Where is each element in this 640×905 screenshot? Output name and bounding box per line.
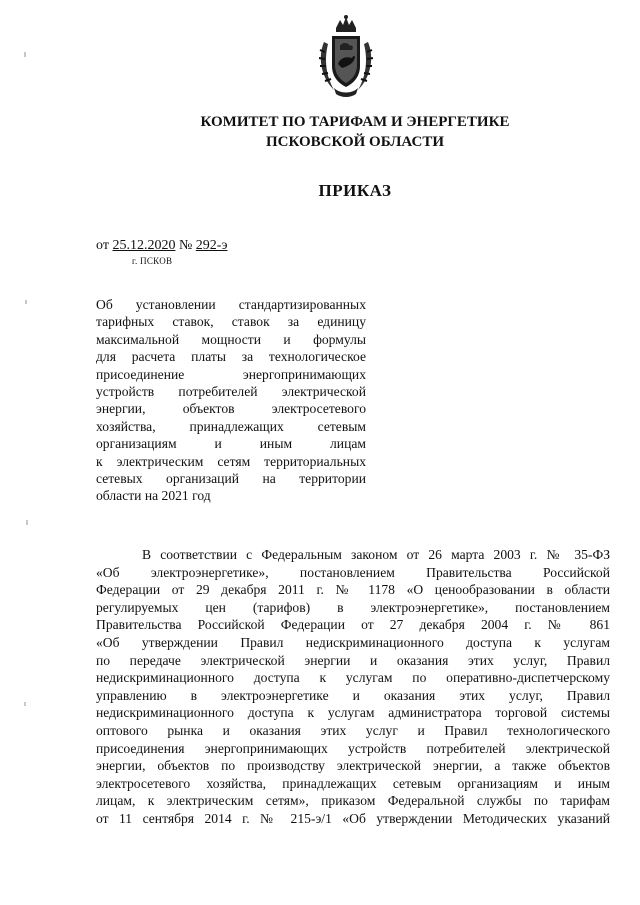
body-line: Федерации от 29 декабря 2011 г. № 1178 «О ценообразовании в области: [96, 582, 610, 598]
body-line: регулируемых цен (тарифов) в электроэнергетике», постановлением: [96, 599, 610, 615]
document-number: 292-э: [195, 238, 228, 253]
body-line: электросетевого хозяйства, принадлежащих сетевым организациям и иным: [96, 775, 610, 791]
body-line: недискриминационного доступа к услугам по оперативно-диспетчерскому: [96, 670, 610, 686]
preamble-paragraph: [96, 546, 610, 828]
date-number-line: [96, 238, 227, 254]
body-line: лицам, к электрическим сетям», приказом Федеральной службы по тарифам: [96, 793, 610, 809]
order-subject: [96, 296, 366, 505]
subject-line: тарифных ставок, ставок за единицу: [96, 314, 366, 330]
committee-name-line1: КОМИТЕТ ПО ТАРИФАМ И ЭНЕРГЕТИКЕ: [200, 114, 510, 130]
body-line: Правительства Российской Федерации от 27 декабря 2004 г. № 861: [96, 617, 610, 633]
subject-line: хозяйства, принадлежащих сетевым: [96, 418, 366, 434]
body-line: управлению в электроэнергетике и оказания этих услуг, Правил: [96, 687, 610, 703]
body-line: энергии, объектов по производству электрической энергии, а также объектов: [96, 758, 610, 774]
body-line: присоединения энергопринимающих устройств потребителей электрической: [96, 740, 610, 756]
date-prefix: от: [96, 238, 109, 253]
subject-line: максимальной мощности и формулы: [96, 331, 366, 347]
document-date: 25.12.2020: [112, 238, 176, 253]
subject-line: сетевых организаций на территории: [96, 471, 366, 487]
committee-name-line2: ПСКОВСКОЙ ОБЛАСТИ: [265, 134, 445, 150]
subject-line: устройств потребителей электрической: [96, 384, 366, 400]
document-type: ПРИКАЗ: [318, 181, 392, 200]
committee-name: [170, 112, 540, 152]
subject-line: Об установлении стандартизированных: [96, 297, 366, 312]
scan-margin-mark: [24, 52, 26, 57]
subject-line: присоединение энергопринимающих: [96, 366, 366, 382]
scan-margin-mark: [25, 300, 27, 304]
body-line: от 11 сентября 2014 г. № 215-э/1 «Об утверждении Методических указаний: [96, 810, 610, 826]
body-line: В соответствии с Федеральным законом от 26 марта 2003 г. № 35-ФЗ: [142, 547, 610, 562]
scan-margin-mark: [24, 702, 26, 706]
subject-line: для расчета платы за технологическое: [96, 349, 366, 365]
body-line: «Об утверждении Правил недискриминационного доступа к услугам: [96, 634, 610, 650]
body-line: «Об электроэнергетике», постановлением Правительства Российской: [96, 564, 610, 580]
city-label: г. ПСКОВ: [132, 256, 173, 266]
body-line: недискриминационного доступа к услугам администратора торговой системы: [96, 705, 610, 721]
coat-of-arms-emblem: [316, 14, 376, 100]
body-line: по передаче электрической энергии и оказания этих услуг, Правил: [96, 652, 610, 668]
scan-margin-mark: [26, 520, 28, 525]
subject-line: энергии, объектов электросетевого: [96, 401, 366, 417]
number-sign: №: [178, 238, 193, 253]
subject-line: к электрическим сетям территориальных: [96, 453, 366, 469]
body-line: оптового рынка и оказания этих услуг и Правил технологического: [96, 722, 610, 738]
subject-line: области на 2021 год: [96, 488, 211, 504]
subject-line: организациям и иным лицам: [96, 436, 366, 452]
